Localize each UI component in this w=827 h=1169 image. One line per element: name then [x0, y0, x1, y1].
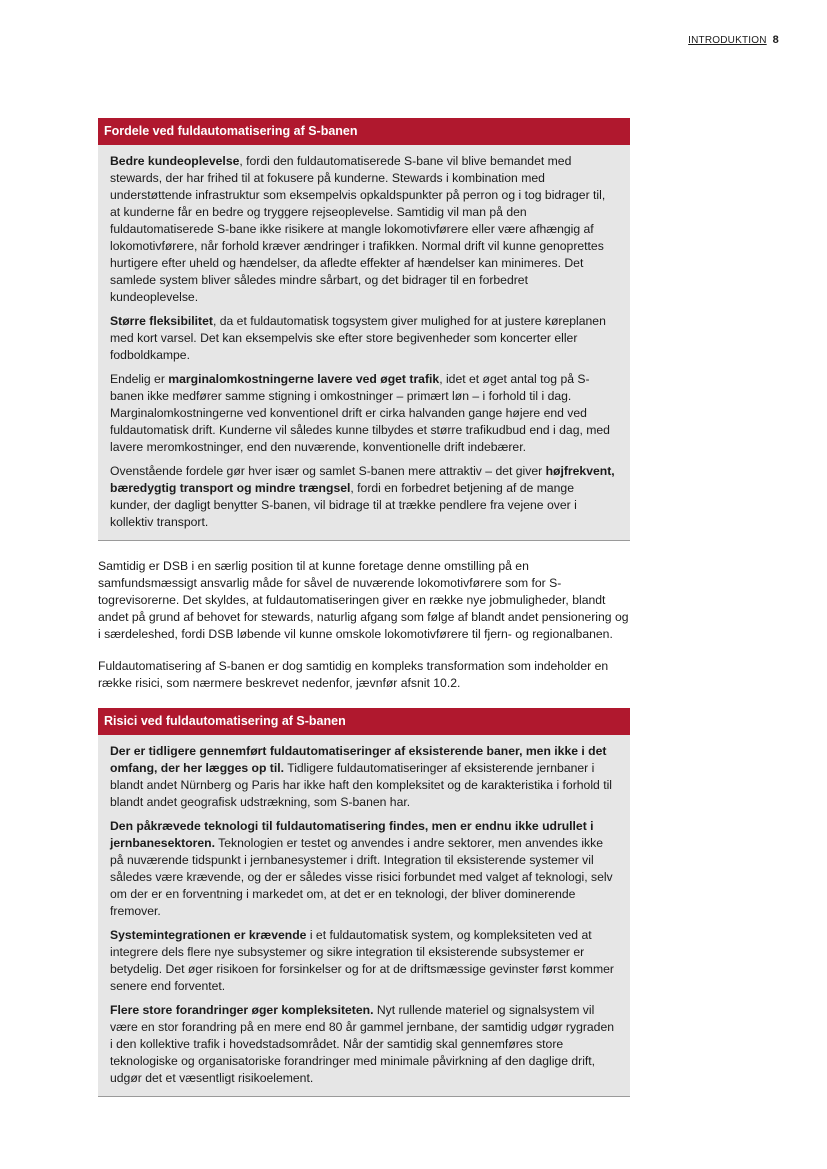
- running-header: [688, 34, 779, 46]
- benefit-highlight: Større fleksibilitet: [110, 314, 213, 328]
- benefit-text: Endelig er: [110, 372, 169, 386]
- risks-box-body: [98, 735, 630, 1096]
- benefit-text: , fordi en forbedret betjening af de mange kunder, der dagligt benytter S-banen, vil bidrage til at trække pendlere fra vejene over i kollektiv transport.: [110, 481, 577, 529]
- risk-highlight: Der er tidligere gennemført fuldautomatiseringer af eksisterende baner, men ikke i det omfang, der her lægges op til.: [110, 744, 607, 775]
- risk-paragraph: [110, 743, 616, 811]
- risk-text: Teknologien er testet og anvendes i andre sektorer, men anvendes ikke på nuværende tidspunkt i jernbanesystemer i drift. Integration til eksisterende systemer vil således være krævende, og der er således visse risici forbundet med valget af teknologi, selv om der er en forventning i markedet om, at det er en teknologi, der bliver dominerende fremover.: [110, 836, 613, 918]
- benefit-text: , da et fuldautomatisk togsystem giver mulighed for at justere køreplanen med kort varsel. Det kan eksempelvis ske efter store begivenheder som koncerter eller fodboldkampe.: [110, 314, 606, 362]
- risk-highlight: Flere store forandringer øger kompleksiteten.: [110, 1003, 374, 1017]
- benefits-box: [98, 118, 630, 541]
- risks-box-title: Risici ved fuldautomatisering af S-banen: [98, 708, 630, 735]
- risk-paragraph: [110, 1002, 616, 1087]
- risk-text: i et fuldautomatisk system, og kompleksiteten ved at integrere dels flere nye subsystemer og sikre integration til eksisterende subsystemer er betydelig. Det øger risikoen for forsinkelser og for at de driftsmæssige gevinster først kommer senere end forventet.: [110, 928, 614, 993]
- risk-text: Nyt rullende materiel og signalsystem vil være en stor forandring på en mere end 80 år gammel jernbane, der samtidig udgør rygraden i den kollektive trafik i hovedstadsområdet. Når der samtidig skal gennemføres store teknologiske og organisatoriske forandringer med minimale påvirkning af den daglige drift, udgør det et væsentligt risikoelement.: [110, 1003, 615, 1085]
- risk-highlight: Systemintegrationen er krævende: [110, 928, 307, 942]
- benefit-text: , idet et øget antal tog på S-banen ikke medfører samme stigning i omkostninger – primært løn – i forhold til i dag. Marginalomkostningerne ved konventionel drift er cirka halvanden gange højere end ved fuldautomatisk drift. Kunderne vil således kunne tilbydes et større trafikudbud end i dag, med lavere meromkostninger, end den nuværende, konventionelle drift indebærer.: [110, 372, 610, 454]
- benefits-box-body: [98, 145, 630, 540]
- benefit-highlight: Bedre kundeoplevelse: [110, 154, 240, 168]
- body-text: Samtidig er DSB i en særlig position til at kunne foretage denne omstilling på en samfundsmæssigt ansvarlig måde for såvel de nuværende lokomotivførere som for S-togrevisorerne. Det skyldes, at fuldautomatiseringen giver en række nye jobmuligheder, blandt andet på grund af behovet for stewards, naturlig afgang som følge af blandt andet pensionering og i særdeleshed, fordi DSB løbende vil kunne omskole lokomotivførere til fjern- og regionalbanen.: [98, 559, 629, 641]
- benefit-highlight: højfrekvent, bæredygtig transport og mindre trængsel: [110, 464, 615, 495]
- benefit-text: Ovenstående fordele gør hver især og samlet S-banen mere attraktiv – det giver: [110, 464, 546, 478]
- risks-box: [98, 708, 630, 1097]
- risk-paragraph: [110, 927, 616, 995]
- benefits-box-title: Fordele ved fuldautomatisering af S-banen: [98, 118, 630, 145]
- risk-text: Tidligere fuldautomatiseringer af eksisterende jernbaner i blandt andet Nürnberg og Paris har ikke haft den kompleksitet og de karakteristika i forhold til blandt andet geografisk udstrækning, som S-banen har.: [110, 761, 612, 809]
- benefit-paragraph: [110, 313, 616, 364]
- benefit-text: , fordi den fuldautomatiserede S-bane vil blive bemandet med stewards, der har frihed til at fokusere på kunderne. Stewards i kombination med understøttende infrastruktur som eksempelvis opkaldspunkter på perron og i tog bidrager til, at kunderne får en bedre og tryggere rejseoplevelse. Samtidig vil man på den fuldautomatiserede S-bane ikke risikere at mangle lokomotivførere eller være afhængig af lokomotivførere, når forhold kræver ændringer i trafikken. Normal drift vil kunne genoprettes hurtigere efter uheld og hændelser, da afledte effekter af hændelser kan minimeres. Det samlede system bliver således mindre sårbart, og det bidrager til en forbedret kundeoplevelse.: [110, 154, 606, 304]
- benefit-paragraph: [110, 463, 616, 531]
- body-paragraph: [98, 658, 630, 692]
- body-text: Fuldautomatisering af S-banen er dog samtidig en kompleks transformation som indeholder en række risici, som nærmere beskrevet nedenfor, jævnfør afsnit 10.2.: [98, 659, 609, 690]
- body-paragraph: [98, 558, 630, 643]
- section-label: INTRODUKTION: [688, 35, 767, 46]
- benefit-paragraph: [110, 371, 616, 456]
- risk-highlight: Den påkrævede teknologi til fuldautomatisering findes, men er endnu ikke udrullet i jernbanesektoren.: [110, 819, 594, 850]
- page-number: 8: [772, 34, 779, 46]
- benefit-highlight: marginalomkostningerne lavere ved øget trafik: [168, 372, 440, 386]
- benefit-paragraph: [110, 153, 616, 306]
- risk-paragraph: [110, 818, 616, 920]
